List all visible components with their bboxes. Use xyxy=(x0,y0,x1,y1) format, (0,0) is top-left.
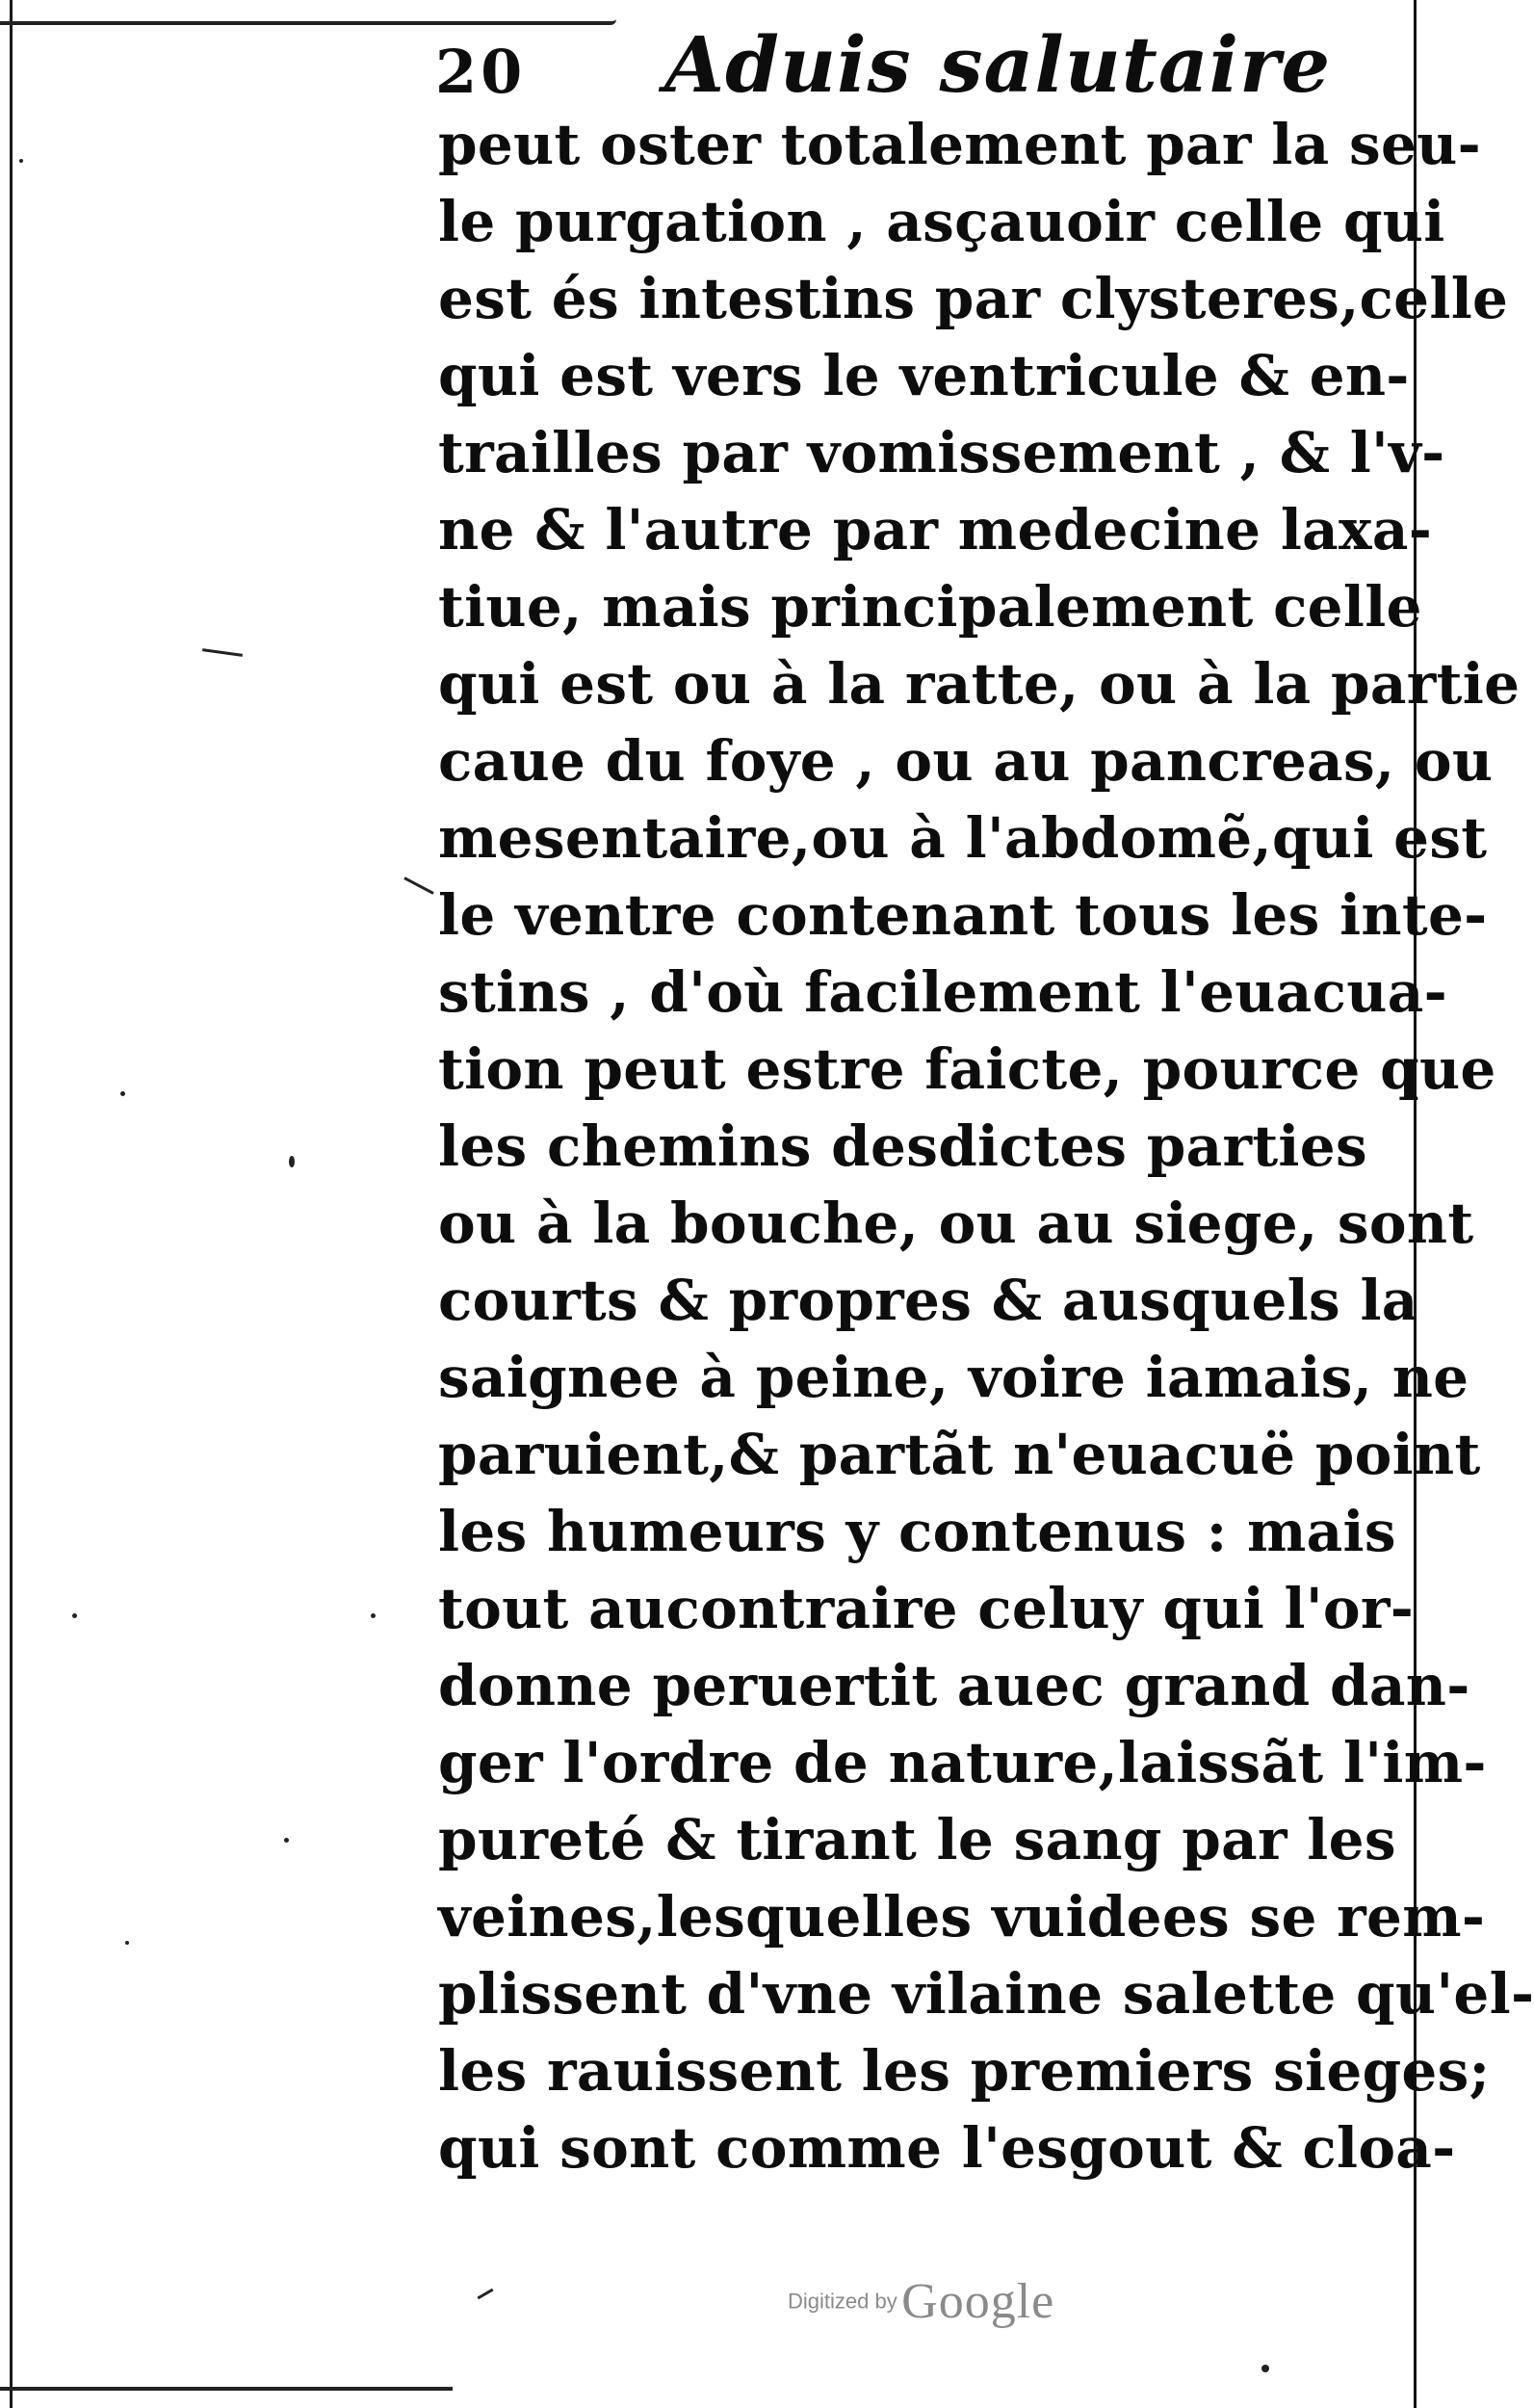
page-number: 20 xyxy=(435,37,527,107)
margin-dash xyxy=(477,2289,493,2300)
text-line: tout aucontraire celuy qui l'or- xyxy=(438,1576,1415,1641)
text-line: le ventre contenant tous les inte- xyxy=(438,882,1488,948)
text-line: paruient,& partãt n'euacuë point xyxy=(438,1422,1481,1487)
text-line: ger l'ordre de nature,laissãt l'im- xyxy=(438,1730,1487,1795)
text-line: pureté & tirant le sang par les xyxy=(438,1807,1396,1872)
text-line: les rauissent les premiers sieges; xyxy=(438,2038,1491,2104)
text-line: caue du foye , ou au pancreas, ou xyxy=(438,728,1494,794)
margin-speck xyxy=(19,159,23,163)
text-line: tiue, mais principalement celle xyxy=(438,574,1422,640)
text-line: peut oster totalement par la seu- xyxy=(438,112,1481,177)
body-text xyxy=(438,106,1534,2215)
text-line: ou à la bouche, ou au siege, sont xyxy=(438,1191,1474,1256)
text-line: tion peut estre faicte, pource que xyxy=(438,1036,1496,1102)
text-line: stins , d'où facilement l'euacua- xyxy=(438,959,1447,1025)
margin-dash xyxy=(202,648,243,657)
text-line: ne & l'autre par medecine laxa- xyxy=(438,497,1433,563)
top-scan-band xyxy=(0,0,616,25)
margin-speck xyxy=(72,1613,77,1618)
margin-speck xyxy=(1261,2365,1269,2372)
margin-speck xyxy=(125,1941,129,1945)
margin-speck xyxy=(289,1156,295,1167)
text-line: les chemins desdictes parties xyxy=(438,1113,1367,1179)
margin-dash xyxy=(403,877,433,895)
text-line: mesentaire,ou à l'abdomẽ,qui est xyxy=(438,805,1488,871)
text-line: le purgation , asçauoir celle qui xyxy=(438,189,1445,254)
text-line: plissent d'vne vilaine salette qu'el- xyxy=(438,1961,1534,2027)
margin-speck xyxy=(284,1838,289,1843)
facing-page-edge xyxy=(0,0,13,2408)
google-wordmark: Google xyxy=(901,2274,1055,2329)
text-line: qui est vers le ventricule & en- xyxy=(438,343,1410,408)
margin-speck xyxy=(371,1613,376,1618)
digitized-credit xyxy=(788,2273,1054,2330)
text-line: courts & propres & ausquels la xyxy=(438,1268,1418,1333)
text-line: trailles par vomissement , & l'v- xyxy=(438,420,1445,485)
text-line: veines,lesquelles vuidees se rem- xyxy=(438,1884,1486,1950)
text-line: donne peruertit auec grand dan- xyxy=(438,1653,1470,1718)
text-line: les humeurs y contenus : mais xyxy=(438,1499,1396,1564)
running-head: Aduis salutaire xyxy=(664,19,1332,110)
text-line: saignee à peine, voire iamais, ne xyxy=(438,1345,1469,1410)
text-line: qui est ou à la ratte, ou à la partie xyxy=(438,651,1521,717)
margin-speck xyxy=(120,1091,125,1096)
text-line: qui sont comme l'esgout & cloa- xyxy=(438,2115,1456,2181)
digitized-label: Digitized by xyxy=(788,2289,897,2314)
text-line: est és intestins par clysteres,celle xyxy=(438,266,1509,331)
bottom-scan-band xyxy=(0,2387,453,2408)
